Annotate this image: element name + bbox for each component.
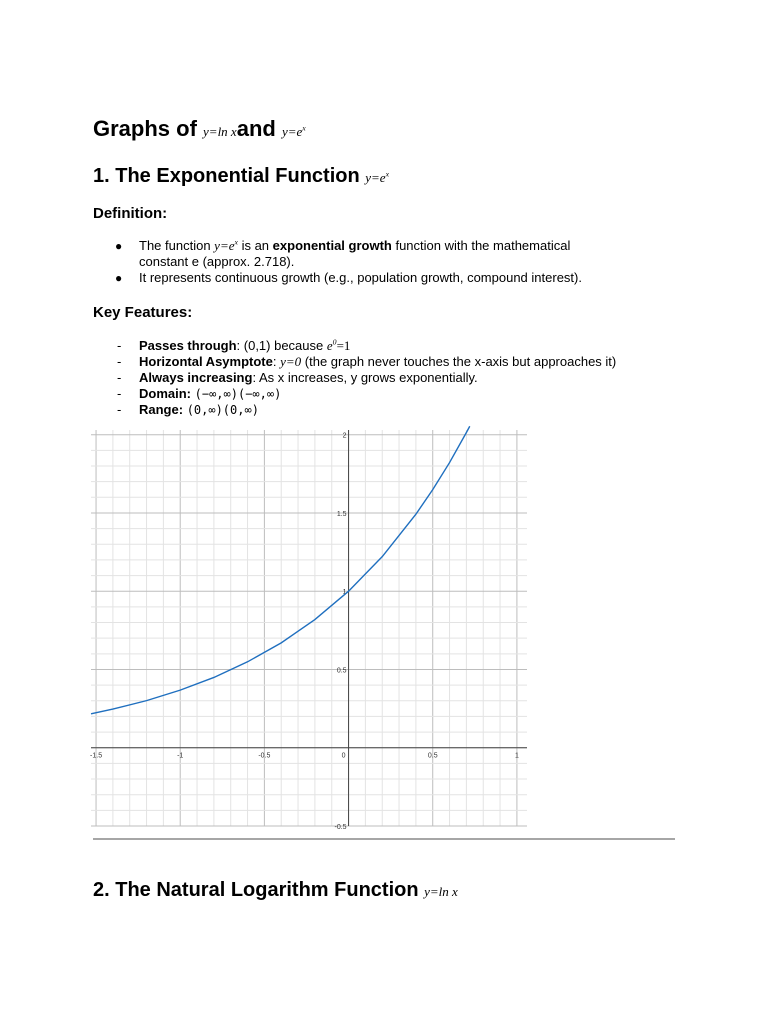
page-title bbox=[93, 116, 306, 142]
feature-range: Range: (0,∞)(0,∞) bbox=[139, 402, 259, 417]
y-tick-label: 0.5 bbox=[336, 667, 347, 675]
feature-domain: Domain: (−∞,∞)(−∞,∞) bbox=[139, 386, 282, 401]
definition-bullet-1: The function $y=e^x$ is an exponential growth function with the mathematical constant e (approx. 2.718). bbox=[139, 237, 571, 269]
x-tick-label: 1 bbox=[514, 752, 519, 760]
section2-heading-text: 2. The Natural Logarithm Function bbox=[93, 879, 419, 901]
feature-increasing: Always increasing: As x increases, y grows exponentially. bbox=[139, 370, 478, 385]
inline-math-e0: $e^0=1$ bbox=[326, 337, 351, 353]
title-math-ln: y=ln x bbox=[203, 124, 237, 139]
list-dash: - bbox=[117, 370, 122, 385]
y-tick-label: 1 bbox=[342, 589, 347, 597]
y-tick-label: 2 bbox=[342, 432, 347, 440]
bullet-dot: ● bbox=[115, 271, 123, 285]
section2-heading-math: y=ln x bbox=[424, 884, 458, 899]
exp-curve bbox=[91, 426, 470, 714]
list-dash: - bbox=[117, 338, 122, 353]
x-tick-label: -0.5 bbox=[258, 752, 271, 760]
title-prefix: Graphs of bbox=[93, 116, 197, 141]
feature-passes-through: Passes through: (0,1) because $e^0=1$ bbox=[139, 337, 351, 353]
title-math-exp: $y=e^x$ bbox=[281, 123, 306, 139]
section-divider bbox=[93, 838, 675, 840]
x-tick-label: -1.5 bbox=[90, 752, 103, 760]
inline-math-exp: $y=e^x$ bbox=[214, 237, 238, 253]
y-tick-label: 1.5 bbox=[336, 510, 347, 518]
title-middle: and bbox=[236, 116, 276, 141]
bullet-dot: ● bbox=[115, 239, 123, 253]
definition-bullet-2: It represents continuous growth (e.g., population growth, compound interest). bbox=[139, 270, 582, 285]
section1-heading-text: 1. The Exponential Function bbox=[93, 165, 360, 187]
y-tick-label: -0.5 bbox=[334, 824, 347, 831]
list-dash: - bbox=[117, 386, 122, 401]
exponential-graph bbox=[90, 430, 527, 831]
section2-heading bbox=[93, 879, 458, 902]
x-tick-label: -1 bbox=[177, 752, 184, 760]
definition-heading: Definition: bbox=[93, 205, 168, 222]
x-tick-label: 0 bbox=[341, 752, 346, 760]
feature-asymptote: Horizontal Asymptote: y=0 (the graph never touches the x-axis but approaches it) bbox=[139, 354, 617, 369]
section1-heading bbox=[93, 165, 389, 188]
list-dash: - bbox=[117, 354, 122, 369]
features-heading: Key Features: bbox=[93, 304, 193, 321]
section1-heading-math: $y=e^x$ bbox=[365, 169, 390, 185]
x-tick-label: 0.5 bbox=[427, 752, 438, 760]
list-dash: - bbox=[117, 402, 122, 417]
